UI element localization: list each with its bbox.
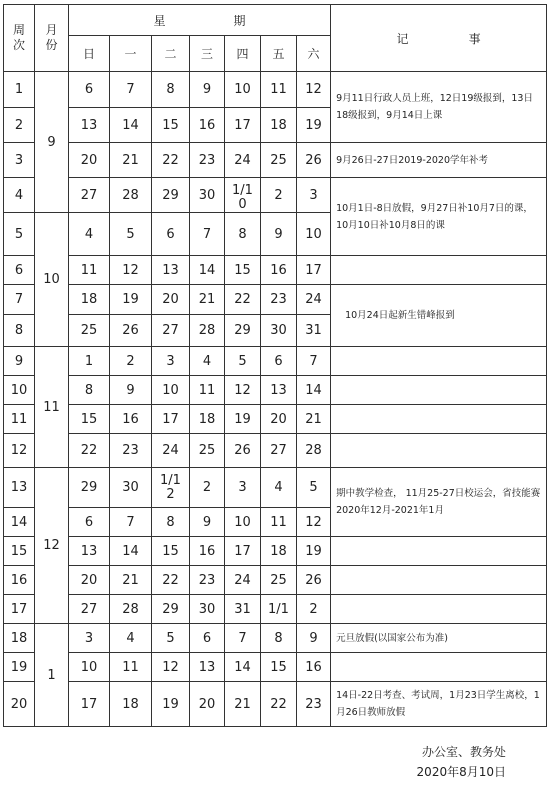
table-row: [4, 143, 547, 178]
day-header-sun: 日: [69, 36, 110, 72]
day-cell: 5: [110, 213, 152, 256]
day-cell: 7: [190, 213, 225, 256]
day-cell: 5: [225, 347, 261, 376]
day-cell: 19: [297, 537, 331, 566]
day-cell: 5: [297, 468, 331, 508]
day-cell: 26: [110, 315, 152, 347]
day-cell: 21: [110, 143, 152, 178]
day-cell: 18: [69, 285, 110, 315]
day-cell: 16: [190, 108, 225, 143]
day-cell: 11: [110, 653, 152, 682]
day-cell: 7: [297, 347, 331, 376]
week-number: 15: [4, 537, 35, 566]
day-cell: 22: [152, 566, 190, 595]
day-cell: 4: [69, 213, 110, 256]
day-cell: 21: [225, 682, 261, 727]
day-cell: 9: [110, 376, 152, 405]
note-cell: 9月11日行政人员上班，12日19级报到，13日18级报到，9月14日上课: [331, 72, 547, 143]
day-cell: 15: [225, 256, 261, 285]
day-cell: 15: [261, 653, 297, 682]
day-cell: 15: [152, 108, 190, 143]
day-cell: 24: [225, 566, 261, 595]
day-cell: 16: [261, 256, 297, 285]
day-cell: 3: [297, 178, 331, 213]
note-cell-empty: [331, 566, 547, 595]
day-cell: 4: [190, 347, 225, 376]
month-label: 12: [35, 468, 69, 624]
table-row: [4, 434, 547, 468]
day-cell: 21: [110, 566, 152, 595]
day-cell: 5: [152, 624, 190, 653]
week-number: 8: [4, 315, 35, 347]
week-number: 20: [4, 682, 35, 727]
day-cell: 28: [110, 595, 152, 624]
day-cell: 7: [110, 508, 152, 537]
day-cell: 28: [110, 178, 152, 213]
day-cell: 11: [190, 376, 225, 405]
day-cell: 13: [69, 108, 110, 143]
week-number: 7: [4, 285, 35, 315]
table-row: [4, 468, 547, 508]
day-header-fri: 五: [261, 36, 297, 72]
day-cell: 24: [297, 285, 331, 315]
note-cell-empty: [331, 347, 547, 376]
note-cell: 元旦放假(以国家公布为准): [331, 624, 547, 653]
table-row: [4, 178, 547, 213]
day-cell: 4: [110, 624, 152, 653]
month-label: 9: [35, 72, 69, 213]
day-cell: 12: [297, 72, 331, 108]
week-number: 3: [4, 143, 35, 178]
school-calendar-table: [3, 4, 547, 727]
table-row: [4, 595, 547, 624]
day-cell: 11: [261, 72, 297, 108]
day-cell: 25: [69, 315, 110, 347]
day-cell: 20: [190, 682, 225, 727]
day-cell: 7: [110, 72, 152, 108]
month-label: 10: [35, 213, 69, 347]
day-cell: 14: [110, 108, 152, 143]
day-cell: 27: [69, 178, 110, 213]
day-cell: 30: [190, 178, 225, 213]
day-cell: 8: [152, 72, 190, 108]
day-cell: 6: [190, 624, 225, 653]
weekday-group-header: 星 期: [69, 5, 331, 36]
day-cell: 3: [69, 624, 110, 653]
week-number: 9: [4, 347, 35, 376]
day-cell: 27: [261, 434, 297, 468]
day-cell: 27: [152, 315, 190, 347]
day-cell: 3: [225, 468, 261, 508]
day-cell: 20: [69, 143, 110, 178]
issuing-office: 办公室、教务处: [421, 745, 506, 759]
note-cell-empty: [331, 256, 547, 285]
day-header-wed: 三: [190, 36, 225, 72]
day-cell: 19: [110, 285, 152, 315]
day-cell: 3: [152, 347, 190, 376]
day-cell: 2: [261, 178, 297, 213]
day-cell: 14: [110, 537, 152, 566]
day-cell: 12: [297, 508, 331, 537]
day-cell: 22: [225, 285, 261, 315]
day-cell: 9: [261, 213, 297, 256]
day-cell: 2: [297, 595, 331, 624]
day-cell: 15: [69, 405, 110, 434]
day-cell: 10: [297, 213, 331, 256]
table-row: [4, 653, 547, 682]
day-cell: 13: [190, 653, 225, 682]
day-cell: 2: [110, 347, 152, 376]
day-cell: 29: [152, 178, 190, 213]
week-number: 14: [4, 508, 35, 537]
day-cell: 22: [152, 143, 190, 178]
day-cell: 13: [69, 537, 110, 566]
table-row: [4, 624, 547, 653]
note-cell: 9月26日-27日2019-2020学年补考: [331, 143, 547, 178]
day-cell: 26: [297, 566, 331, 595]
note-cell: 10月1日-8日放假，9月27日补10月7日的课，10月10日补10月8日的课: [331, 178, 547, 256]
day-cell: 1/1: [261, 595, 297, 624]
day-header-tue: 二: [152, 36, 190, 72]
month-header: 月份: [35, 5, 69, 72]
note-cell-empty: [331, 537, 547, 566]
day-cell: 23: [190, 566, 225, 595]
week-number: 4: [4, 178, 35, 213]
day-cell: 8: [152, 508, 190, 537]
day-cell: 24: [152, 434, 190, 468]
day-cell: 13: [152, 256, 190, 285]
day-cell: 31: [297, 315, 331, 347]
day-cell: 1/12: [152, 468, 190, 508]
day-cell: 17: [297, 256, 331, 285]
day-cell: 19: [297, 108, 331, 143]
note-cell-empty: [331, 434, 547, 468]
day-cell: 11: [69, 256, 110, 285]
day-cell: 25: [261, 143, 297, 178]
note-cell-empty: [331, 405, 547, 434]
table-row: [4, 72, 547, 108]
day-cell: 9: [190, 72, 225, 108]
day-header-mon: 一: [110, 36, 152, 72]
day-cell: 18: [261, 108, 297, 143]
day-cell: 17: [152, 405, 190, 434]
week-number: 5: [4, 213, 35, 256]
table-row: [4, 347, 547, 376]
week-number: 17: [4, 595, 35, 624]
day-cell: 18: [261, 537, 297, 566]
day-cell: 8: [261, 624, 297, 653]
day-cell: 1/10: [225, 178, 261, 213]
table-row: [4, 376, 547, 405]
day-cell: 6: [152, 213, 190, 256]
day-cell: 10: [225, 72, 261, 108]
day-cell: 25: [190, 434, 225, 468]
table-row: [4, 566, 547, 595]
month-label: 11: [35, 347, 69, 468]
week-number-header: 周次: [4, 5, 35, 72]
day-cell: 13: [261, 376, 297, 405]
notes-header: 记 事: [331, 5, 547, 72]
day-cell: 19: [152, 682, 190, 727]
day-cell: 6: [69, 508, 110, 537]
day-cell: 24: [225, 143, 261, 178]
day-cell: 26: [297, 143, 331, 178]
day-cell: 18: [110, 682, 152, 727]
day-cell: 21: [297, 405, 331, 434]
day-cell: 20: [152, 285, 190, 315]
day-cell: 19: [225, 405, 261, 434]
table-row: [4, 256, 547, 285]
day-cell: 23: [297, 682, 331, 727]
day-cell: 4: [261, 468, 297, 508]
day-cell: 14: [190, 256, 225, 285]
day-cell: 17: [69, 682, 110, 727]
week-number: 11: [4, 405, 35, 434]
day-cell: 31: [225, 595, 261, 624]
day-cell: 30: [190, 595, 225, 624]
day-cell: 15: [152, 537, 190, 566]
day-cell: 22: [69, 434, 110, 468]
day-cell: 22: [261, 682, 297, 727]
day-cell: 9: [297, 624, 331, 653]
day-cell: 16: [110, 405, 152, 434]
day-cell: 12: [225, 376, 261, 405]
table-row: [4, 405, 547, 434]
note-cell: 14日-22日考查、考试周，1月23日学生离校，1月26日教师放假: [331, 682, 547, 727]
day-cell: 8: [225, 213, 261, 256]
day-cell: 25: [261, 566, 297, 595]
day-cell: 20: [69, 566, 110, 595]
day-cell: 29: [225, 315, 261, 347]
day-cell: 12: [152, 653, 190, 682]
day-cell: 18: [190, 405, 225, 434]
note-cell-empty: [331, 595, 547, 624]
note-cell: 期中教学检查， 11月25-27日校运会，省技能赛2020年12月-2021年1月: [331, 468, 547, 537]
day-cell: 29: [69, 468, 110, 508]
note-cell-empty: [331, 653, 547, 682]
day-cell: 23: [110, 434, 152, 468]
day-cell: 28: [190, 315, 225, 347]
day-cell: 30: [110, 468, 152, 508]
day-cell: 21: [190, 285, 225, 315]
day-cell: 27: [69, 595, 110, 624]
day-cell: 23: [190, 143, 225, 178]
day-cell: 14: [297, 376, 331, 405]
day-cell: 14: [225, 653, 261, 682]
week-number: 19: [4, 653, 35, 682]
day-cell: 8: [69, 376, 110, 405]
day-cell: 12: [110, 256, 152, 285]
day-cell: 10: [152, 376, 190, 405]
table-row: [4, 285, 547, 315]
signature-block: [417, 742, 506, 782]
week-number: 18: [4, 624, 35, 653]
day-cell: 9: [190, 508, 225, 537]
day-header-thu: 四: [225, 36, 261, 72]
week-number: 1: [4, 72, 35, 108]
day-cell: 26: [225, 434, 261, 468]
day-cell: 1: [69, 347, 110, 376]
table-row: [4, 537, 547, 566]
week-number: 6: [4, 256, 35, 285]
day-cell: 6: [261, 347, 297, 376]
table-row: [4, 682, 547, 727]
day-cell: 10: [69, 653, 110, 682]
day-cell: 10: [225, 508, 261, 537]
day-header-sat: 六: [297, 36, 331, 72]
month-label: 1: [35, 624, 69, 727]
week-number: 12: [4, 434, 35, 468]
day-cell: 2: [190, 468, 225, 508]
day-cell: 28: [297, 434, 331, 468]
day-cell: 6: [69, 72, 110, 108]
day-cell: 17: [225, 537, 261, 566]
note-cell: 10月24日起新生错峰报到: [331, 285, 547, 347]
day-cell: 30: [261, 315, 297, 347]
week-number: 16: [4, 566, 35, 595]
issue-date: 2020年8月10日: [416, 765, 506, 779]
day-cell: 23: [261, 285, 297, 315]
week-number: 13: [4, 468, 35, 508]
day-cell: 17: [225, 108, 261, 143]
day-cell: 16: [297, 653, 331, 682]
day-cell: 29: [152, 595, 190, 624]
day-cell: 16: [190, 537, 225, 566]
week-number: 2: [4, 108, 35, 143]
day-cell: 11: [261, 508, 297, 537]
day-cell: 20: [261, 405, 297, 434]
week-number: 10: [4, 376, 35, 405]
day-cell: 7: [225, 624, 261, 653]
note-cell-empty: [331, 376, 547, 405]
